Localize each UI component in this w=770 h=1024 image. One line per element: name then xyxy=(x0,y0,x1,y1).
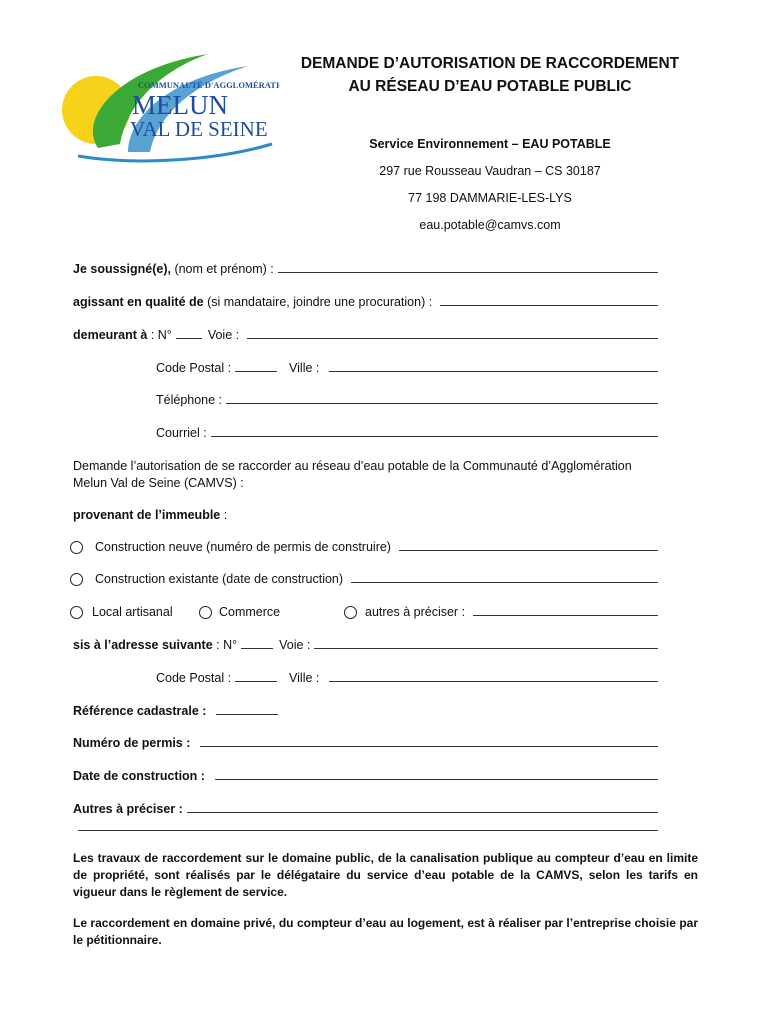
sis-num-label: : N° xyxy=(216,638,238,652)
autres-label: Autres à préciser : xyxy=(73,802,183,816)
note-public: Les travaux de raccordement sur le domaine public, de la canalisation publique au compteur d’eau en limite de propriété, sont réalisés par le délégataire du service d’eau potable de la CAMVS, selon les tarifs en vigueur dans le règlement de service. xyxy=(73,851,698,899)
option-autres-label: autres à préciser : xyxy=(365,605,466,619)
option-neuve-line[interactable] xyxy=(399,549,658,551)
date-row xyxy=(73,769,658,783)
provenant-row xyxy=(73,508,658,522)
demeurant-cp-row xyxy=(156,361,658,375)
service-email: eau.potable@camvs.com xyxy=(419,218,561,232)
courriel-row xyxy=(156,426,658,440)
demeurant-cp-line[interactable] xyxy=(235,371,277,372)
demeurant-num-line[interactable] xyxy=(176,338,202,339)
service-name: Service Environnement – EAU POTABLE xyxy=(369,137,611,151)
logo-line2: VAL DE SEINE xyxy=(130,117,268,141)
demande-text: Demande l’autorisation de se raccorder au réseau d’eau potable de la Communauté d’Agglomération Melun Val de Seine (CAMVS) : xyxy=(73,459,632,490)
sis-voie-label: Voie : xyxy=(279,638,311,652)
camvs-logo xyxy=(58,48,280,166)
option-existante-radio[interactable] xyxy=(70,573,83,586)
service-address: 297 rue Rousseau Vaudran – CS 30187 xyxy=(379,164,601,178)
sis-cp-line[interactable] xyxy=(235,681,277,682)
sis-cp-row xyxy=(156,671,658,685)
option-neuve-radio[interactable] xyxy=(70,541,83,554)
demeurant-row xyxy=(73,328,658,342)
provenant-label: provenant de l’immeuble xyxy=(73,508,221,522)
sis-cp-label: Code Postal : xyxy=(156,671,232,685)
sis-label: sis à l’adresse suivante xyxy=(73,638,213,652)
sis-row xyxy=(73,638,658,652)
option-commerce-radio[interactable] xyxy=(199,606,212,619)
option-types-row xyxy=(70,605,658,619)
sis-num-line[interactable] xyxy=(241,648,273,649)
demeurant-voie-line[interactable] xyxy=(247,337,658,339)
cadastre-row xyxy=(73,704,658,718)
sis-ville-line[interactable] xyxy=(329,680,658,682)
service-city: 77 198 DAMMARIE-LES-LYS xyxy=(408,191,572,205)
permis-label: Numéro de permis : xyxy=(73,736,191,750)
autres-line[interactable] xyxy=(187,811,658,813)
soussigne-row xyxy=(73,262,658,276)
date-line[interactable] xyxy=(215,778,658,780)
qualite-row xyxy=(73,295,658,309)
demeurant-voie-label: Voie : xyxy=(207,328,240,342)
option-existante-row xyxy=(70,572,658,586)
note-prive: Le raccordement en domaine privé, du compteur d’eau au logement, est à réaliser par l’entreprise choisie par le pétitionnaire. xyxy=(73,916,698,947)
option-existante-line[interactable] xyxy=(351,581,658,583)
sis-voie-line[interactable] xyxy=(314,647,658,649)
logo-top-text: COMMUNAUTÉ D'AGGLOMÉRATION xyxy=(138,80,280,90)
telephone-row xyxy=(156,393,658,407)
qualite-input-line[interactable] xyxy=(440,304,658,306)
permis-line[interactable] xyxy=(200,745,658,747)
option-autres-radio[interactable] xyxy=(344,606,357,619)
option-existante-label: Construction existante (date de construction) xyxy=(95,572,344,586)
permis-row xyxy=(73,736,658,750)
demeurant-ville-line[interactable] xyxy=(329,370,658,372)
logo-line1: MELUN xyxy=(132,90,228,120)
autres-row xyxy=(73,802,658,816)
autres-line-2[interactable] xyxy=(78,830,658,831)
demeurant-num-label: : N° xyxy=(150,328,172,342)
soussigne-input-line[interactable] xyxy=(278,271,658,273)
logo-graphic xyxy=(58,48,280,166)
cadastre-line[interactable] xyxy=(216,714,278,715)
provenant-colon: : xyxy=(223,508,228,522)
soussigne-label: Je soussigné(e), xyxy=(73,262,171,276)
qualite-label: agissant en qualité de xyxy=(73,295,204,309)
option-artisanal-radio[interactable] xyxy=(70,606,83,619)
option-neuve-label: Construction neuve (numéro de permis de construire) xyxy=(95,540,391,554)
cadastre-label: Référence cadastrale : xyxy=(73,704,207,718)
qualite-hint: (si mandataire, joindre une procuration) : xyxy=(207,295,433,309)
option-neuve-row xyxy=(70,540,658,554)
sis-ville-label: Ville : xyxy=(289,671,320,685)
title-line1: DEMANDE D’AUTORISATION DE RACCORDEMENT xyxy=(300,55,680,72)
title-line2: AU RÉSEAU D’EAU POTABLE PUBLIC xyxy=(348,78,632,95)
demeurant-ville-label: Ville : xyxy=(289,361,320,375)
option-artisanal-label: Local artisanal xyxy=(92,605,173,619)
courriel-line[interactable] xyxy=(211,435,658,437)
demeurant-cp-label: Code Postal : xyxy=(156,361,232,375)
date-label: Date de construction : xyxy=(73,769,205,783)
telephone-line[interactable] xyxy=(226,402,658,404)
soussigne-hint: (nom et prénom) : xyxy=(174,262,274,276)
option-commerce-label: Commerce xyxy=(219,605,281,619)
demeurant-label: demeurant à xyxy=(73,328,148,342)
telephone-label: Téléphone : xyxy=(156,393,223,407)
option-autres-line[interactable] xyxy=(473,614,658,616)
courriel-label: Courriel : xyxy=(156,426,207,440)
